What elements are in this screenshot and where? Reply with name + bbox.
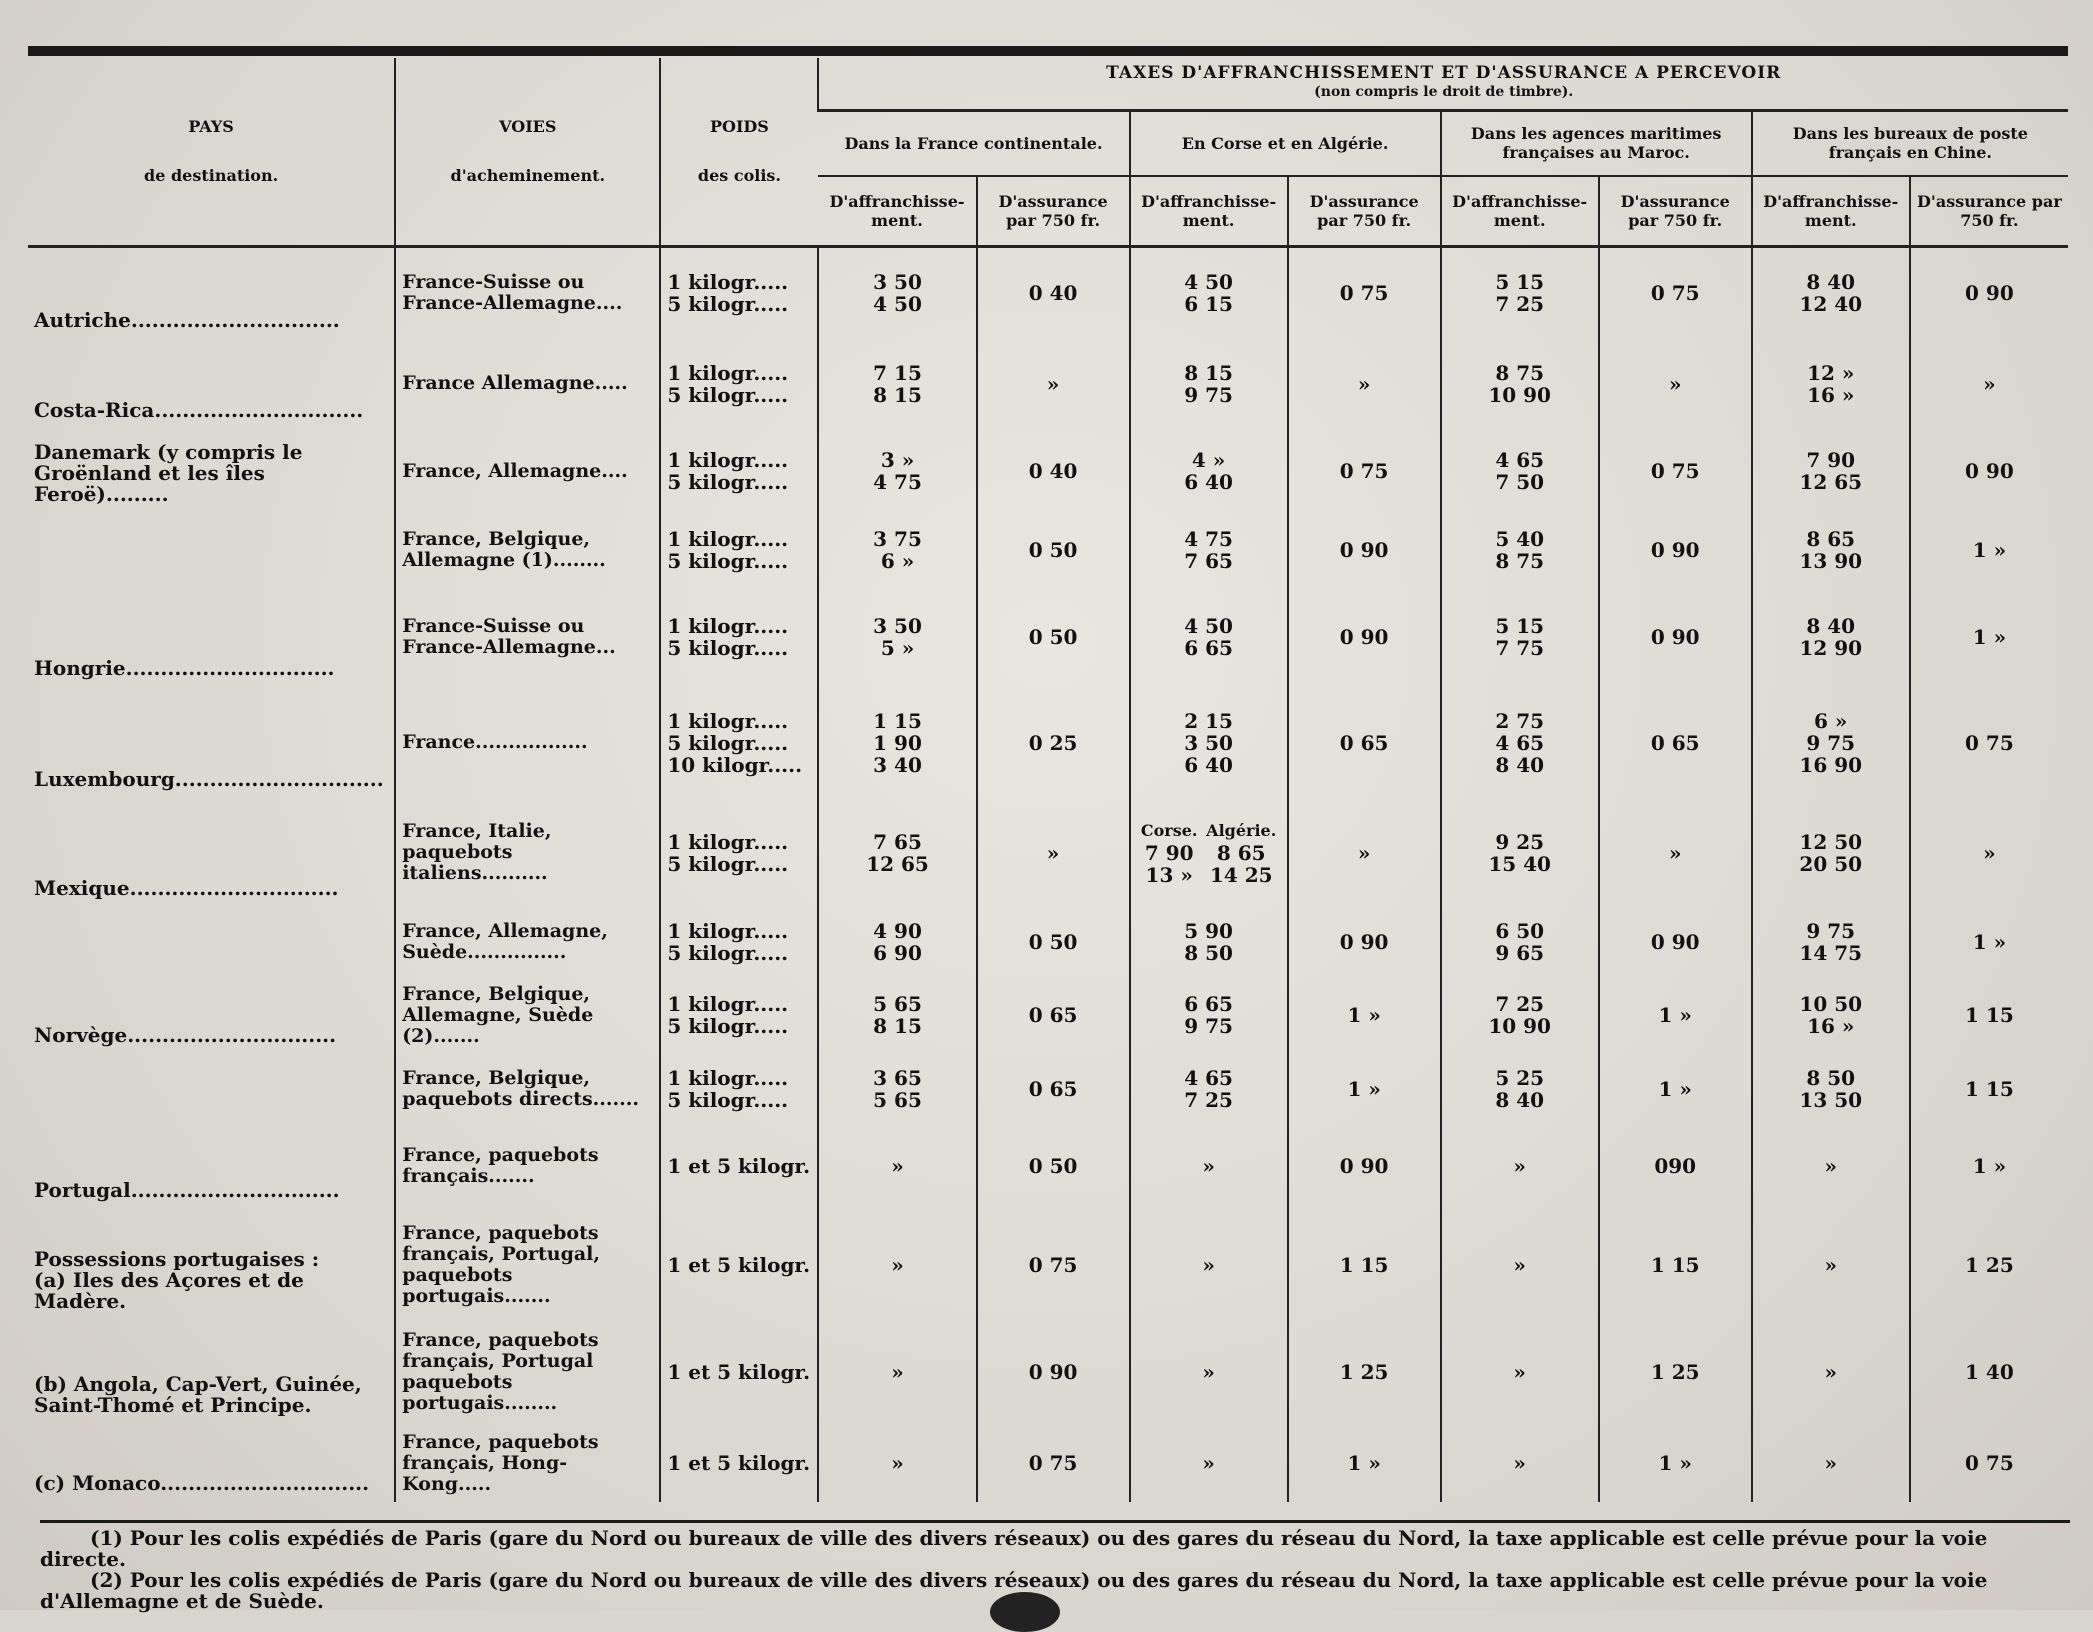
assurance-cell: 0 90 [1599, 587, 1752, 687]
country-cell: Costa-Rica.............................. [34, 397, 364, 422]
route-cell: France, paquebots français....... [395, 1123, 660, 1209]
sub-affranchissement: D'affranchisse-ment. [818, 176, 976, 246]
assurance-cell: 0 90 [1599, 907, 1752, 976]
country-cell [28, 907, 395, 976]
route-cell: France, paquebots français, Hong-Kong..... [395, 1424, 660, 1502]
header-poids-title: POIDS [709, 117, 769, 137]
weight-cell: 1 kilogr..... 5 kilogr..... [660, 587, 818, 687]
assurance-cell: 1 » [1910, 513, 2068, 587]
header-poids [660, 58, 818, 246]
assurance-cell: » [977, 339, 1130, 429]
binder-hole [990, 1592, 1060, 1632]
header-pays [28, 58, 395, 246]
header-taxes [818, 58, 2068, 110]
affranchissement-cell: 4 75 7 65 [1130, 513, 1288, 587]
country-cell: Danemark (y compris le Groënland et les îles Feroë)......... [34, 440, 303, 507]
table-row [28, 687, 2068, 798]
assurance-cell: 0 40 [977, 246, 1130, 339]
algerie-column-values: 8 65 14 25 [1209, 840, 1273, 887]
table-header [28, 58, 2068, 246]
assurance-cell: 0 90 [1288, 587, 1441, 687]
table-row [28, 429, 2068, 514]
assurance-cell: 0 90 [1288, 907, 1441, 976]
affranchissement-cell: » [1752, 1123, 1910, 1209]
assurance-cell: 0 65 [1288, 687, 1441, 798]
assurance-cell: 1 15 [1910, 976, 2068, 1054]
assurance-cell: » [977, 798, 1130, 907]
taxes-title: TAXES D'AFFRANCHISSEMENT ET D'ASSURANCE A PERCEVOIR [1106, 63, 1782, 84]
affranchissement-cell: » [1130, 1320, 1288, 1424]
weight-cell: 1 kilogr..... 5 kilogr..... [660, 976, 818, 1054]
assurance-cell: 0 40 [977, 429, 1130, 514]
route-cell: France-Suisse ou France-Allemagne... [395, 587, 660, 687]
assurance-cell: » [1599, 339, 1752, 429]
affranchissement-cell: 12 » 16 » [1752, 339, 1910, 429]
affranchissement-cell: » [1441, 1123, 1599, 1209]
footnote-2: (2) Pour les colis expédiés de Paris (gare du Nord ou bureaux de ville des divers réseaux) ou des gares du réseau du Nord, la taxe applicable est celle prévue pour la voie d'Allemagne et de Suède. [40, 1568, 1988, 1613]
affranchissement-cell: 7 25 10 90 [1441, 976, 1599, 1054]
corse-algerie-split-cell [1130, 798, 1288, 907]
affranchissement-cell: 6 50 9 65 [1441, 907, 1599, 976]
sub-assurance: D'assurance par 750 fr. [1288, 176, 1441, 246]
affranchissement-cell: 3 50 4 50 [818, 246, 976, 339]
assurance-cell: 0 75 [1288, 246, 1441, 339]
table-row [28, 587, 2068, 687]
assurance-cell: 0 50 [977, 513, 1130, 587]
sub-affranchissement: D'affranchisse-ment. [1130, 176, 1288, 246]
assurance-cell: » [1288, 798, 1441, 907]
assurance-cell: 0 50 [977, 1123, 1130, 1209]
corse-column-values: 7 90 13 » [1144, 840, 1194, 887]
country-cell: Portugal.............................. [34, 1178, 340, 1203]
affranchissement-cell: 6 » 9 75 16 90 [1752, 687, 1910, 798]
header-pays-sub: de destination. [144, 166, 279, 186]
assurance-cell: 1 » [1910, 907, 2068, 976]
assurance-cell: 0 90 [977, 1320, 1130, 1424]
route-cell: France-Suisse ou France-Allemagne.... [395, 246, 660, 339]
country-cell: Hongrie.............................. [34, 656, 335, 680]
assurance-cell: 0 65 [1599, 687, 1752, 798]
assurance-cell: 090 [1599, 1123, 1752, 1209]
header-poids-sub: des colis. [697, 166, 781, 186]
assurance-cell: 1 25 [1910, 1209, 2068, 1320]
assurance-cell: 0 75 [977, 1424, 1130, 1502]
corse-column [1141, 820, 1198, 886]
affranchissement-cell: 8 50 13 50 [1752, 1054, 1910, 1123]
assurance-cell: 0 65 [977, 976, 1130, 1054]
affranchissement-cell: 5 65 8 15 [818, 976, 976, 1054]
affranchissement-cell: 4 65 7 25 [1130, 1054, 1288, 1123]
group-maroc: Dans les agences maritimes françaises au Maroc. [1441, 110, 1752, 176]
affranchissement-cell: 9 25 15 40 [1441, 798, 1599, 907]
header-voies-sub: d'acheminement. [450, 166, 606, 186]
affranchissement-cell: » [1130, 1209, 1288, 1320]
footnote-1: (1) Pour les colis expédiés de Paris (gare du Nord ou bureaux de ville des divers réseaux) ou des gares du réseau du Nord, la taxe applicable est celle prévue pour la voie directe. [40, 1526, 1988, 1571]
affranchissement-cell: 7 90 12 65 [1752, 429, 1910, 514]
affranchissement-cell: 12 50 20 50 [1752, 798, 1910, 907]
weight-cell: 1 kilogr..... 5 kilogr..... [660, 429, 818, 514]
country-cell: Autriche.............................. [34, 307, 340, 332]
affranchissement-cell: 3 » 4 75 [818, 429, 976, 514]
table-row [28, 513, 2068, 587]
header-pays-title: PAYS [188, 117, 234, 137]
weight-cell: 1 kilogr..... 5 kilogr..... [660, 246, 818, 339]
country-cell: Mexique.............................. [34, 875, 339, 900]
affranchissement-cell: » [1441, 1424, 1599, 1502]
country-cell [28, 513, 395, 587]
country-cell: (b) Angola, Cap-Vert, Guinée, Saint-Thomé et Principe. [34, 1372, 362, 1418]
assurance-cell: 0 75 [1599, 429, 1752, 514]
assurance-cell: 1 25 [1288, 1320, 1441, 1424]
assurance-cell: 0 65 [977, 1054, 1130, 1123]
affranchissement-cell: 3 75 6 » [818, 513, 976, 587]
assurance-cell: » [1910, 798, 2068, 907]
route-cell: France................. [395, 687, 660, 798]
affranchissement-cell: » [818, 1209, 976, 1320]
affranchissement-cell: 1 15 1 90 3 40 [818, 687, 976, 798]
affranchissement-cell: » [818, 1320, 976, 1424]
assurance-cell: 1 » [1599, 1054, 1752, 1123]
assurance-cell: 1 » [1288, 976, 1441, 1054]
table-row [28, 798, 2068, 907]
weight-cell: 1 et 5 kilogr. [660, 1123, 818, 1209]
assurance-cell: 0 75 [1910, 687, 2068, 798]
affranchissement-cell: 4 50 6 65 [1130, 587, 1288, 687]
weight-cell: 1 et 5 kilogr. [660, 1320, 818, 1424]
table-row [28, 1123, 2068, 1209]
assurance-cell: 1 15 [1288, 1209, 1441, 1320]
assurance-cell: 1 40 [1910, 1320, 2068, 1424]
weight-cell: 1 kilogr..... 5 kilogr..... [660, 798, 818, 907]
table-row [28, 246, 2068, 339]
route-cell: France Allemagne..... [395, 339, 660, 429]
affranchissement-cell: 5 15 7 75 [1441, 587, 1599, 687]
tariff-table [28, 58, 2068, 1502]
affranchissement-cell: » [1441, 1209, 1599, 1320]
assurance-cell: 0 50 [977, 907, 1130, 976]
affranchissement-cell: 8 40 12 40 [1752, 246, 1910, 339]
table-row [28, 976, 2068, 1054]
table-body [28, 246, 2068, 1502]
sub-affranchissement: D'affranchisse-ment. [1441, 176, 1599, 246]
assurance-cell: 1 » [1288, 1424, 1441, 1502]
affranchissement-cell: » [818, 1123, 976, 1209]
table-row [28, 1209, 2068, 1320]
table-row [28, 1054, 2068, 1123]
assurance-cell: 1 25 [1599, 1320, 1752, 1424]
assurance-cell: 1 15 [1910, 1054, 2068, 1123]
affranchissement-cell: » [818, 1424, 976, 1502]
table-row [28, 907, 2068, 976]
weight-cell: 1 kilogr..... 5 kilogr..... 10 kilogr..... [660, 687, 818, 798]
assurance-cell: 0 50 [977, 587, 1130, 687]
assurance-cell: 0 25 [977, 687, 1130, 798]
affranchissement-cell: 8 75 10 90 [1441, 339, 1599, 429]
affranchissement-cell: 5 40 8 75 [1441, 513, 1599, 587]
assurance-cell: 0 90 [1910, 246, 2068, 339]
route-cell: France, paquebots français, Portugal paquebots portugais........ [395, 1320, 660, 1424]
corse-column-label: Corse. [1140, 820, 1198, 840]
affranchissement-cell: 4 50 6 15 [1130, 246, 1288, 339]
route-cell: France, paquebots français, Portugal, paquebots portugais....... [395, 1209, 660, 1320]
affranchissement-cell: 8 15 9 75 [1130, 339, 1288, 429]
assurance-cell: » [1910, 339, 2068, 429]
group-corse-algerie: En Corse et en Algérie. [1130, 110, 1441, 176]
bottom-rule [40, 1520, 2070, 1523]
affranchissement-cell: 10 50 16 » [1752, 976, 1910, 1054]
assurance-cell: 1 » [1288, 1054, 1441, 1123]
affranchissement-cell: » [1752, 1320, 1910, 1424]
route-cell: France, Allemagne.... [395, 429, 660, 514]
weight-cell: 1 et 5 kilogr. [660, 1424, 818, 1502]
assurance-cell: 1 » [1599, 976, 1752, 1054]
route-cell: France, Belgique, paquebots directs....... [395, 1054, 660, 1123]
corse-algerie-split [1137, 820, 1281, 886]
affranchissement-cell: 9 75 14 75 [1752, 907, 1910, 976]
affranchissement-cell: 8 40 12 90 [1752, 587, 1910, 687]
assurance-cell: 0 90 [1288, 1123, 1441, 1209]
assurance-cell: 1 » [1910, 1123, 2068, 1209]
weight-cell: 1 et 5 kilogr. [660, 1209, 818, 1320]
sub-assurance: D'assurance par 750 fr. [1910, 176, 2068, 246]
affranchissement-cell: 8 65 13 90 [1752, 513, 1910, 587]
assurance-cell: 1 » [1599, 1424, 1752, 1502]
top-rule [28, 46, 2068, 56]
assurance-cell: 0 90 [1599, 513, 1752, 587]
group-chine: Dans les bureaux de poste français en Chine. [1752, 110, 2068, 176]
country-cell: (c) Monaco.............................. [34, 1471, 370, 1495]
country-cell: Luxembourg.............................. [34, 767, 384, 792]
affranchissement-cell: » [1752, 1424, 1910, 1502]
table-row [28, 1424, 2068, 1502]
affranchissement-cell: 5 25 8 40 [1441, 1054, 1599, 1123]
affranchissement-cell: 5 15 7 25 [1441, 246, 1599, 339]
affranchissement-cell: 3 65 5 65 [818, 1054, 976, 1123]
weight-cell: 1 kilogr..... 5 kilogr..... [660, 1054, 818, 1123]
weight-cell: 1 kilogr..... 5 kilogr..... [660, 339, 818, 429]
weight-cell: 1 kilogr..... 5 kilogr..... [660, 513, 818, 587]
affranchissement-cell: » [1441, 1320, 1599, 1424]
sub-assurance: D'assurance par 750 fr. [1599, 176, 1752, 246]
country-cell [28, 1054, 395, 1123]
route-cell: France, Belgique, Allemagne (1)........ [395, 513, 660, 587]
assurance-cell: 1 15 [1599, 1209, 1752, 1320]
assurance-cell: 0 90 [1910, 429, 2068, 514]
affranchissement-cell: 7 65 12 65 [818, 798, 976, 907]
assurance-cell: 0 75 [1599, 246, 1752, 339]
sub-assurance: D'assurance par 750 fr. [977, 176, 1130, 246]
route-cell: France, Belgique, Allemagne, Suède (2)....... [395, 976, 660, 1054]
assurance-cell: 0 75 [1910, 1424, 2068, 1502]
affranchissement-cell: » [1130, 1424, 1288, 1502]
header-voies [395, 58, 660, 246]
assurance-cell: 1 » [1910, 587, 2068, 687]
route-cell: France, Allemagne, Suède............... [395, 907, 660, 976]
country-cell: Norvège.............................. [34, 1022, 337, 1047]
group-france: Dans la France continentale. [818, 110, 1129, 176]
affranchissement-cell: 6 65 9 75 [1130, 976, 1288, 1054]
affranchissement-cell: 4 90 6 90 [818, 907, 976, 976]
footnotes [40, 1528, 2080, 1612]
assurance-cell: » [1599, 798, 1752, 907]
country-cell: Possessions portugaises : (a) Iles des Açores et de Madère. [34, 1247, 320, 1314]
assurance-cell: » [1288, 339, 1441, 429]
affranchissement-cell: 2 15 3 50 6 40 [1130, 687, 1288, 798]
assurance-cell: 0 75 [977, 1209, 1130, 1320]
affranchissement-cell: 3 50 5 » [818, 587, 976, 687]
table-row [28, 339, 2068, 429]
affranchissement-cell: 4 » 6 40 [1130, 429, 1288, 514]
affranchissement-cell: 4 65 7 50 [1441, 429, 1599, 514]
taxes-subtitle: (non compris le droit de timbre). [1314, 84, 1574, 101]
affranchissement-cell: 5 90 8 50 [1130, 907, 1288, 976]
header-voies-title: VOIES [499, 117, 557, 137]
algerie-column [1206, 820, 1276, 886]
algerie-column-label: Algérie. [1206, 820, 1277, 840]
sub-affranchissement: D'affranchisse-ment. [1752, 176, 1910, 246]
route-cell: France, Italie, paquebots italiens.......... [395, 798, 660, 907]
affranchissement-cell: 7 15 8 15 [818, 339, 976, 429]
affranchissement-cell: 2 75 4 65 8 40 [1441, 687, 1599, 798]
table-row [28, 1320, 2068, 1424]
affranchissement-cell: » [1752, 1209, 1910, 1320]
assurance-cell: 0 75 [1288, 429, 1441, 514]
assurance-cell: 0 90 [1288, 513, 1441, 587]
affranchissement-cell: » [1130, 1123, 1288, 1209]
weight-cell: 1 kilogr..... 5 kilogr..... [660, 907, 818, 976]
